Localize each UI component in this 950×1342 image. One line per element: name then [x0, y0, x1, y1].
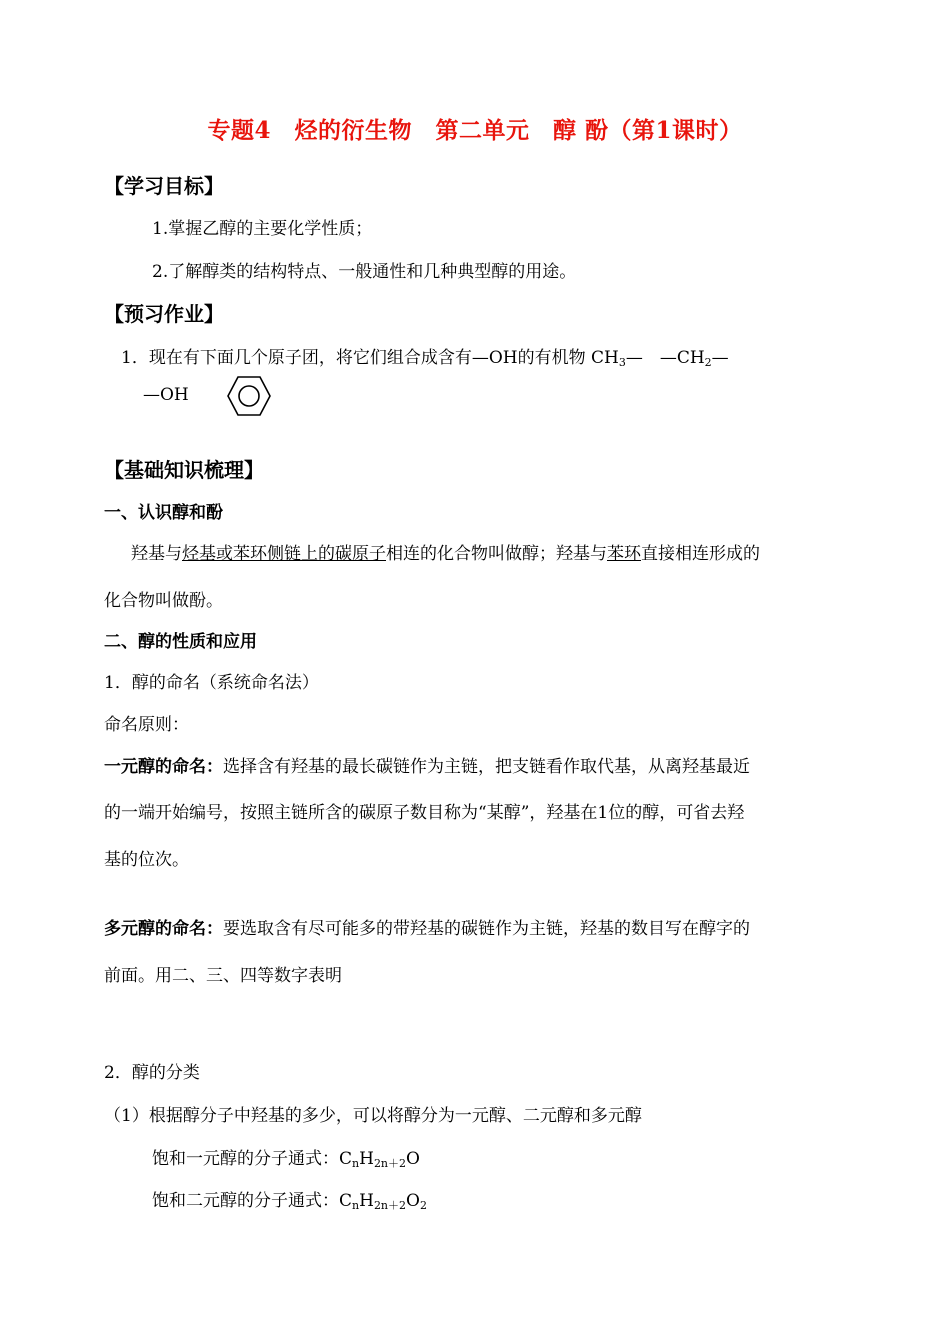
part1-definition: 羟基与烃基或苯环侧链上的碳原子相连的化合物叫做醇；羟基与苯环直接相连形成的: [131, 544, 760, 564]
mono-naming-line1: 一元醇的命名：选择含有羟基的最长碳链作为主链，把支链看作取代基，从离羟基最近: [104, 757, 750, 777]
goal-2: 2.了解醇类的结构特点、一般通性和几种典型醇的用途。: [152, 262, 577, 282]
page-title: 专题4 烃的衍生物 第二单元 醇 酚（第1课时）: [207, 117, 743, 144]
part1-definition-line2: 化合物叫做酚。: [104, 591, 223, 611]
mono-naming-line2: 的一端开始编号，按照主链所含的碳原子数目称为“某醇”，羟基在1位的醇，可省去羟: [104, 803, 745, 823]
formula-di: 饱和二元醇的分子通式：$C_nH_{2n+2}O_2$: [152, 1191, 427, 1212]
classification-title: 2．醇的分类: [104, 1063, 200, 1083]
part2-heading: 二、醇的性质和应用: [104, 632, 257, 652]
classification-item-1: （1）根据醇分子中羟基的多少，可以将醇分为一元醇、二元醇和多元醇: [104, 1106, 642, 1126]
formula-mono: 饱和一元醇的分子通式：$C_nH_{2n+2}O$: [152, 1149, 420, 1170]
mono-naming-line3: 基的位次。: [104, 850, 189, 870]
benzene-ring-icon: [227, 374, 271, 418]
naming-principle: 命名原则：: [104, 715, 189, 735]
basics-heading: 【基础知识梳理】: [104, 458, 264, 482]
poly-naming-line1: 多元醇的命名：要选取含有尽可能多的带羟基的碳链作为主链，羟基的数目写在醇字的: [104, 919, 750, 939]
goals-heading: 【学习目标】: [104, 174, 224, 198]
preview-heading: 【预习作业】: [104, 302, 224, 326]
preview-oh-group: —OH: [143, 385, 189, 405]
poly-naming-line2: 前面。用二、三、四等数字表明: [104, 966, 342, 986]
part1-heading: 一、认识醇和酚: [104, 503, 223, 523]
naming-title: 1．醇的命名（系统命名法）: [104, 673, 319, 693]
goal-1: 1.掌握乙醇的主要化学性质；: [152, 219, 373, 239]
preview-item-1: 1．现在有下面几个原子团，将它们组合成含有—OH的有机物 $CH_3—$ $—CH_2—$: [121, 348, 729, 369]
